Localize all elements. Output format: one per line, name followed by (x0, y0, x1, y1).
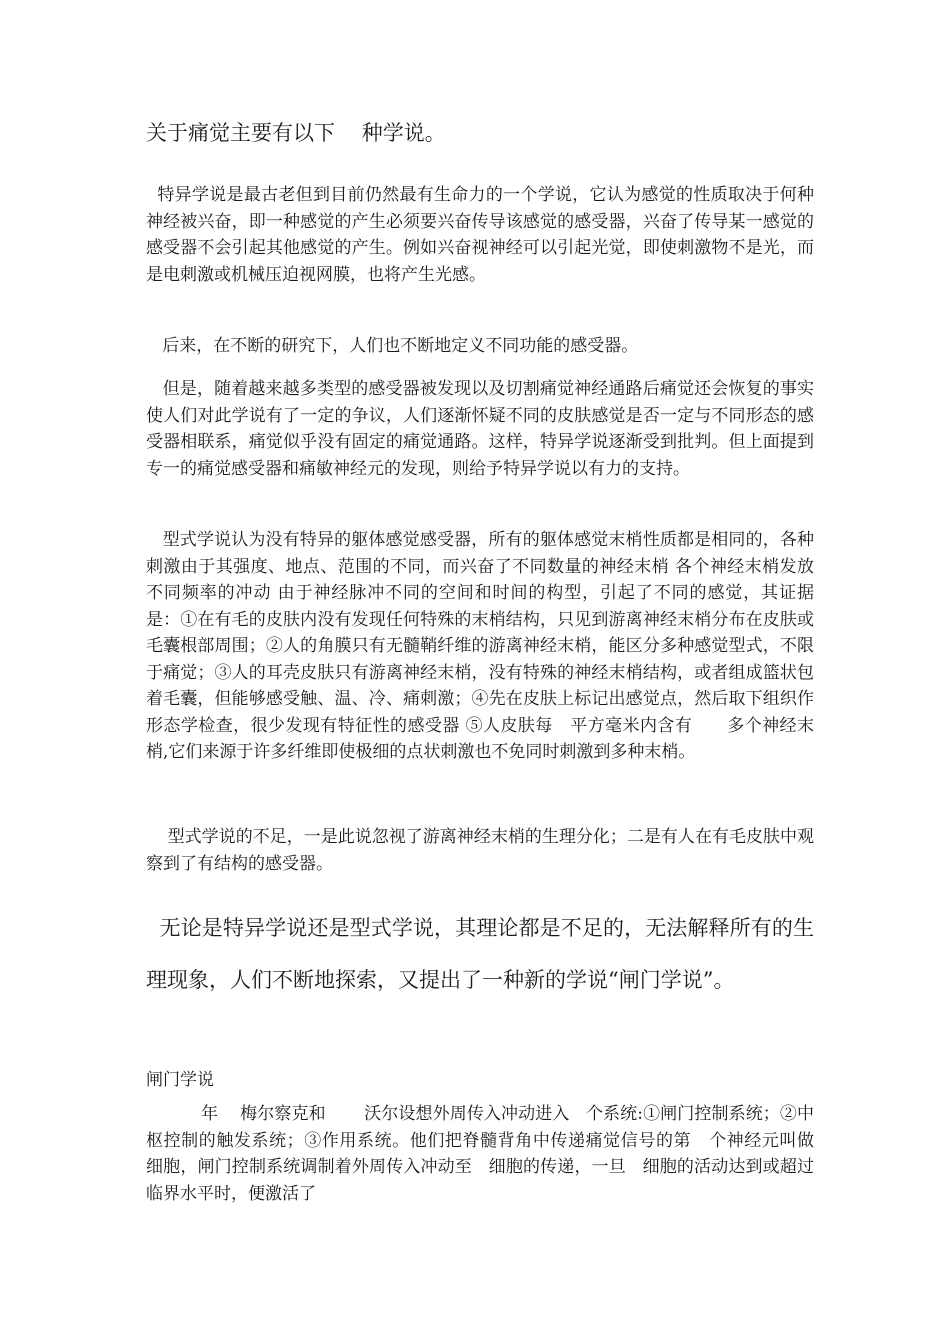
paragraph-summary: 无论是特异学说还是型式学说，其理论都是不足的，无法解释所有的生理现象，人们不断地探索，又提出了一种新的学说“闸门学说”。 (146, 916, 814, 992)
paragraph-controversy: 但是，随着越来越多类型的感受器被发现以及切割痛觉神经通路后痛觉还会恢复的事实使人们对此学说有了一定的争议，人们逐渐怀疑不同的皮肤感觉是否一定与不同形态的感受器相联系，痛觉似乎没有固定的痛觉通路。这样，特异学说逐渐受到批判。但上面提到专一的痛觉感受器和痛敏神经元的发现，则给予特异学说以有力的支持。 (146, 379, 815, 479)
paragraph-pattern-theory-shortcomings: 型式学说的不足，一是此说忽视了游离神经末梢的生理分化；二是有人在有毛皮肤中观察到了有结构的感受器。 (146, 827, 814, 874)
section-heading-gate-control: 闸门学说 (146, 1070, 214, 1090)
paragraph-pattern-theory: 型式学说认为没有特异的躯体感觉感受器，所有的躯体感觉末梢性质都是相同的，各种刺激由于其强度、地点、范围的不同，而兴奋了不同数量的神经末梢 各个神经末梢发放不同频率的冲动 由于神经脉冲不同的空间和时间的构型，引起了不同的感觉，其证据是：①在有毛的皮肤内没有发现任何特殊的末梢结构，只见到游离神经末梢分布在皮肤或毛囊根部周围；②人的角膜只有无髓鞘纤维的游离神经末梢，能区分多种感觉型式，不限于痛觉；③人的耳壳皮肤只有游离神经末梢，没有特殊的神经末梢结构，或者组成篮状包着毛囊，但能够感受触、温、冷、痛刺激；④先在皮肤上标记出感觉点，然后取下组织作形态学检查，很少发现有特征性的感受器 ⑤人皮肤每 平方毫米内含有 多个神经末梢,它们来源于许多纤维即使极细的点状刺激也不免同时刺激到多种末梢。 (146, 530, 815, 762)
paragraph-gate-control-theory: 年 梅尔察克和 沃尔设想外周传入冲动进入 个系统:①闸门控制系统；②中枢控制的触发系统；③作用系统。他们把脊髓背角中传递痛觉信号的第 个神经元叫做 细胞，闸门控制系统调制着外周传入冲动至 细胞的传递，一旦 细胞的活动达到或超过临界水平时，便激活了 (146, 1104, 831, 1204)
paragraph-later-research: 后来，在不断的研究下，人们也不断地定义不同功能的感受器。 (146, 336, 639, 356)
document-title: 关于痛觉主要有以下 种学说。 (146, 121, 446, 145)
paragraph-specificity-theory: 特异学说是最古老但到目前仍然最有生命力的一个学说，它认为感觉的性质取决于何种神经被兴奋，即一种感觉的产生必须要兴奋传导该感觉的感受器，兴奋了传导某一感觉的感受器不会引起其他感觉的产生。例如兴奋视神经可以引起光觉，即使刺激物不是光，而是电刺激或机械压迫视网膜，也将产生光感。 (146, 185, 815, 285)
